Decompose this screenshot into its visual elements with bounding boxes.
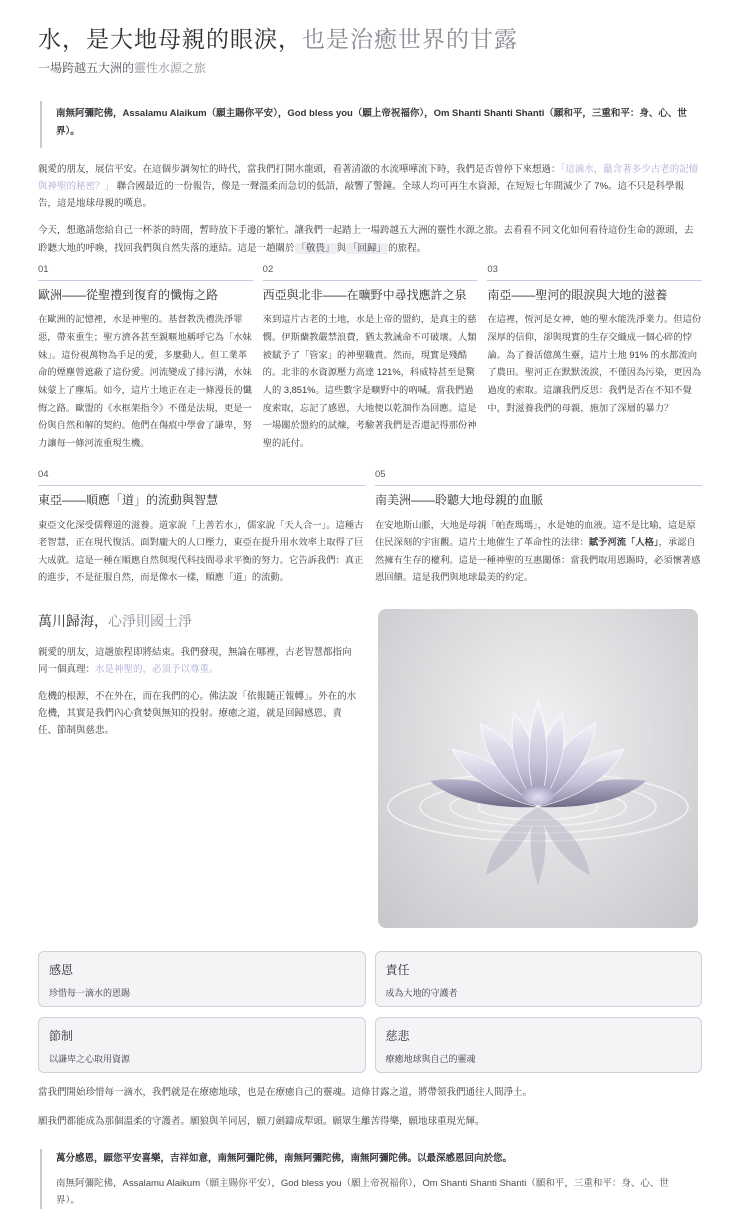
virtue-desc: 珍惜每一滴水的恩賜: [49, 988, 131, 999]
closing-paragraph-2: 危機的根源，不在外在，而在我們的心。佛法說「依報隨正報轉」。外在的水危機，其實是我們內心貪婪與無知的投射。療癒之道，就是回歸感恩、責任、節制與慈悲。: [38, 690, 357, 737]
section-number: 03: [487, 262, 702, 282]
virtue-title: 感恩: [49, 963, 74, 978]
section-body: [375, 517, 702, 588]
section-number: 02: [263, 262, 478, 282]
outro-paragraph-2: 願我們都能成為那個溫柔的守護者。願狼與羊同居，願刀劍鑄成犁頭。願眾生離苦得樂，願地球重現光輝。: [38, 1116, 485, 1128]
section-body: 在這裡，恆河是女神，她的聖水能洗淨業力。但這份深厚的信仰，卻與現實的生存交織成一個心碎的悖論。為了養活億萬生靈，這片土地 91% 的水都流向了農田。聖河正在默默流淚，不僅因為污染，更因為過度的索取。這讓我們反思：我們是否在不知不覺中，對滋養我們的母親，施加了深層的暴力？: [487, 314, 702, 413]
section-title: 南亞——聖河的眼淚與大地的滋養: [487, 288, 668, 303]
closing-paragraph-1: [38, 644, 358, 678]
intro1-text-after: 聯合國最近的一份報告，像是一聲溫柔而急切的低語，敲響了警鐘。全球人均可再生水資源，在短短七年間減少了 7%。這不只是科學報告，這是地球母親的嘆息。: [38, 181, 685, 210]
intro2-text-after: 的旅程。: [388, 242, 427, 254]
virtue-card-responsibility: [375, 951, 703, 1007]
section-south-asia: [487, 262, 702, 453]
intro1-highlight: 「這滴水，蘊含著多少古老的記憶與神聖的秘密？」: [38, 164, 699, 193]
closing-title-part-1: 萬川歸海，: [38, 613, 108, 630]
virtue-desc: 成為大地的守護者: [385, 988, 458, 999]
section-europe: [38, 262, 253, 453]
section-number: 05: [375, 467, 702, 487]
intro2-term-reverence: 「敬畏」: [296, 242, 335, 254]
virtue-title: 慈悲: [385, 1029, 410, 1044]
page-title: [38, 24, 702, 55]
virtue-card-gratitude: [38, 951, 366, 1007]
page-subtitle: [38, 58, 702, 79]
section-number: 04: [38, 467, 365, 487]
closing-blessing: [40, 1149, 702, 1209]
section-title: 南美洲——聆聽大地母親的血脈: [375, 493, 544, 508]
section-west-asia-north-africa: [263, 262, 478, 453]
section-body-text-after: ，承認自然擁有生存的權利。這是一種神聖的互惠關係：當我們取用恩賜時，必須懷著感恩回饋。這是我們與地球最美的約定。: [375, 537, 701, 583]
section-body-text: 在安地斯山脈，大地是母親「帕查瑪瑪」，水是她的血液。這不是比喻，這是原住民深刻的宇宙觀。這片土地催生了革命性的法律：: [375, 519, 696, 548]
section-body: 東亞文化深受儒釋道的滋養。道家說「上善若水」，儒家說「天人合一」。這種古老智慧，正在現代復活。面對龐大的人口壓力，東亞在提升用水效率上取得了巨大成就。這是一種在順應自然與現代科技間尋求平衡的努力。它告訴我們：真正的進步，不是征服自然，而是像水一樣，順應「道」的流動。: [38, 519, 364, 583]
intro-paragraph-2: [38, 222, 702, 256]
lotus-icon: [378, 609, 698, 928]
section-body: 來到這片古老的土地，水是上帝的盟約，是真主的慈憫。伊斯蘭教嚴禁浪費，猶太教誡命不可破壞。人類被賦予了「管家」的神聖職責。然而，現實是殘酷的。北非的水資源壓力高達 121%，科威特甚至是驚人的 3,851%。這些數字是曠野中的吶喊。當我們過度索取，忘記了感恩，大地便以乾涸作為回應。這是一場關於盟約的試煉，考驗著我們是否還記得那份神聖的託付。: [262, 314, 477, 449]
section-number: 01: [38, 262, 253, 282]
section-title: 歐洲——從聖禮到復育的懺悔之路: [38, 288, 219, 303]
section-body-emphasis: 賦予河流「人格」: [588, 537, 659, 548]
closing-para1-highlight: 水是神聖的，必須予以尊重。: [95, 663, 219, 675]
lotus-image: [378, 609, 698, 928]
intro2-text: 今天，想邀請您給自己一杯茶的時間，暫時放下手邊的繁忙。讓我們一起踏上一場跨越五大洲的靈性水源之旅。去看看不同文化如何看待這份生命的源頭，去聆聽大地的呼喚，找回我們與自然失落的連結。這是一趟關於: [38, 225, 694, 254]
section-body: 在歐洲的記憶裡，水是神聖的。基督教洗禮洗淨罪惡，帶來重生；聖方濟各甚至親暱地稱呼它為「水妹妹」。這份視萬物為手足的愛，多麼動人。但工業革命的煙塵曾遮蔽了這份愛。河流變成了排污溝，水妹妹蒙上了塵垢。如今，這片土地正在走一條漫長的懺悔之路。歐盟的《水框架指令》不僅是法規，更是一份與自然和解的契約。他們在傷痕中學會了謙卑，努力讓每一條河流重現生機。: [38, 314, 252, 449]
virtue-cards: [38, 951, 702, 1073]
subtitle-part-1: 一場跨越五大洲的: [38, 61, 135, 76]
outro-paragraph-1: 當我們開始珍惜每一滴水，我們就是在療癒地球，也是在療癒自己的靈魂。這條甘露之道，將帶領我們通往人間淨土。: [38, 1087, 533, 1099]
virtue-desc: 以謙卑之心取用資源: [49, 1054, 131, 1065]
sections-row-2: [38, 467, 702, 587]
closing-para1-text: 親愛的朋友，這趟旅程即將結束。我們發現，無論在哪裡，古老智慧都指向同一個真理：: [38, 646, 352, 675]
section-east-asia: [38, 467, 365, 587]
section-title: 東亞——順應「道」的流動與智慧: [38, 493, 219, 508]
subtitle-part-2: 靈性水源之旅: [134, 61, 207, 76]
virtue-card-compassion: [375, 1017, 703, 1073]
title-part-1: 水，是大地母親的眼淚，: [38, 26, 302, 52]
opening-blessing: 南無阿彌陀佛，Assalamu Alaikum（願主賜你平安），God bless you（願上帝祝福你），Om Shanti Shanti Shanti（願和平，三重和平：身、心、世界）。: [40, 101, 702, 148]
header: [38, 0, 702, 79]
section-title: 西亞與北非——在曠野中尋找應許之泉: [262, 288, 467, 303]
closing-section: [38, 609, 702, 928]
closing-blessing-body: 南無阿彌陀佛，Assalamu Alaikum（願主賜你平安），God bless you（願上帝祝福你），Om Shanti Shanti Shanti（願和平，三重和平：身、心、世界）。: [56, 1177, 669, 1206]
intro2-text-middle: 與: [336, 242, 347, 254]
closing-blessing-title: 萬分感恩，願您平安喜樂，吉祥如意，南無阿彌陀佛，南無阿彌陀佛，南無阿彌陀佛。以最深感恩回向於您。: [56, 1153, 513, 1165]
virtue-desc: 療癒地球與自己的靈魂: [385, 1054, 476, 1065]
title-part-2: 也是治癒世界的甘露: [302, 26, 518, 52]
virtue-title: 責任: [385, 963, 410, 978]
intro1-text: 親愛的朋友，展信平安。在這個步調匆忙的時代，當我們打開水龍頭，看著清澈的水流嘩嘩流下時，我們是否曾停下來想過：: [38, 164, 561, 176]
sections-row-1: [38, 262, 702, 453]
intro-paragraph-1: [38, 161, 702, 212]
virtue-title: 節制: [49, 1029, 74, 1044]
closing-title-part-2: 心淨則國土淨: [108, 613, 192, 630]
virtue-card-moderation: [38, 1017, 366, 1073]
closing-title: [38, 609, 358, 634]
closing-text: [38, 609, 358, 928]
section-south-america: [375, 467, 702, 587]
intro2-term-return: 「回歸」: [348, 242, 387, 254]
